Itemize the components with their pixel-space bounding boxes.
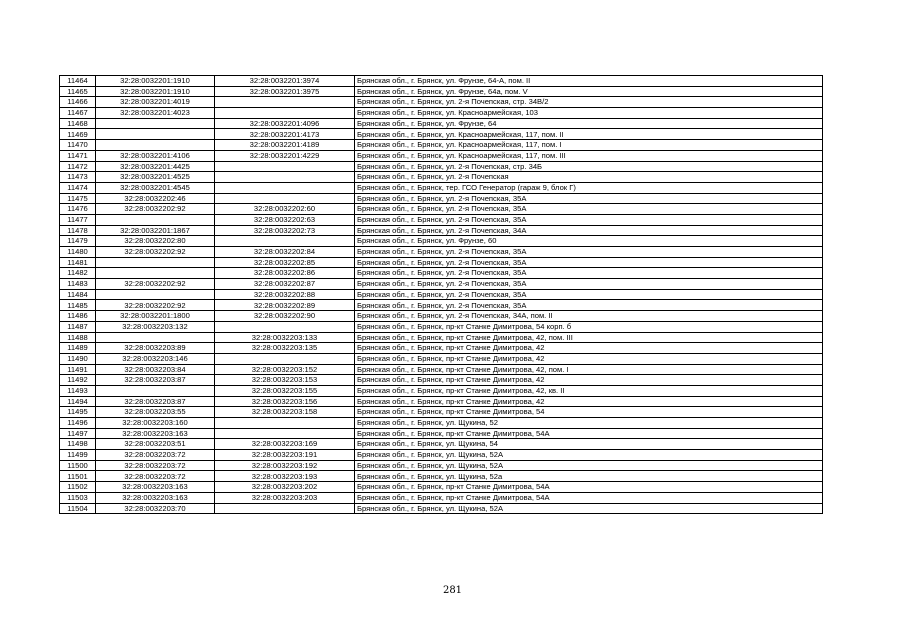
- parent-cadastral-number-cell: 32:28:0032203:72: [96, 471, 215, 482]
- row-number-cell: 11497: [60, 428, 96, 439]
- cadastral-number-cell: 32:28:0032203:135: [215, 343, 355, 354]
- address-cell: Брянская обл., г. Брянск, пр-кт Станке Димитрова, 54А: [355, 428, 823, 439]
- row-number-cell: 11477: [60, 214, 96, 225]
- parent-cadastral-number-cell: 32:28:0032202:80: [96, 236, 215, 247]
- cadastral-number-cell: 32:28:0032202:87: [215, 279, 355, 290]
- table-row: [60, 332, 823, 343]
- parent-cadastral-number-cell: [96, 140, 215, 151]
- parent-cadastral-number-cell: 32:28:0032203:72: [96, 460, 215, 471]
- address-cell: Брянская обл., г. Брянск, ул. Щукина, 52: [355, 418, 823, 429]
- table-row: [60, 321, 823, 332]
- table-row: [60, 375, 823, 386]
- table-row: [60, 225, 823, 236]
- page-number: 281: [442, 585, 463, 596]
- table-row: [60, 214, 823, 225]
- cadastral-number-cell: 32:28:0032203:169: [215, 439, 355, 450]
- address-cell: Брянская обл., г. Брянск, ул. Фрунзе, 64: [355, 118, 823, 129]
- address-cell: Брянская обл., г. Брянск, ул. Фрунзе, 64-А, пом. II: [355, 76, 823, 87]
- row-number-cell: 11464: [60, 76, 96, 87]
- parent-cadastral-number-cell: 32:28:0032203:51: [96, 439, 215, 450]
- row-number-cell: 11474: [60, 182, 96, 193]
- table-row: [60, 161, 823, 172]
- table-body: [60, 76, 823, 514]
- row-number-cell: 11495: [60, 407, 96, 418]
- parent-cadastral-number-cell: 32:28:0032202:92: [96, 279, 215, 290]
- table-row: [60, 353, 823, 364]
- table-row: [60, 460, 823, 471]
- address-cell: Брянская обл., г. Брянск, пр-кт Станке Димитрова, 42, пом. I: [355, 364, 823, 375]
- row-number-cell: 11504: [60, 503, 96, 514]
- table-row: [60, 108, 823, 119]
- table-row: [60, 182, 823, 193]
- table-row: [60, 129, 823, 140]
- row-number-cell: 11479: [60, 236, 96, 247]
- cadastral-number-cell: 32:28:0032202:60: [215, 204, 355, 215]
- parent-cadastral-number-cell: 32:28:0032202:92: [96, 204, 215, 215]
- address-cell: Брянская обл., г. Брянск, ул. 2-я Почепская, 35А: [355, 193, 823, 204]
- parent-cadastral-number-cell: [96, 257, 215, 268]
- parent-cadastral-number-cell: [96, 129, 215, 140]
- row-number-cell: 11500: [60, 460, 96, 471]
- address-cell: Брянская обл., г. Брянск, ул. 2-я Почепская, стр. 34Б: [355, 161, 823, 172]
- cadastral-number-cell: [215, 428, 355, 439]
- address-cell: Брянская обл., г. Брянск, пр-кт Станке Димитрова, 54: [355, 407, 823, 418]
- parent-cadastral-number-cell: 32:28:0032201:1867: [96, 225, 215, 236]
- parent-cadastral-number-cell: 32:28:0032202:46: [96, 193, 215, 204]
- address-cell: Брянская обл., г. Брянск, пр-кт Станке Димитрова, 42: [355, 375, 823, 386]
- cadastral-number-cell: 32:28:0032202:90: [215, 311, 355, 322]
- row-number-cell: 11481: [60, 257, 96, 268]
- cadastral-number-cell: 32:28:0032201:4189: [215, 140, 355, 151]
- row-number-cell: 11491: [60, 364, 96, 375]
- cadastral-number-cell: [215, 193, 355, 204]
- parent-cadastral-number-cell: [96, 214, 215, 225]
- parent-cadastral-number-cell: 32:28:0032201:4525: [96, 172, 215, 183]
- table-row: [60, 311, 823, 322]
- address-cell: Брянская обл., г. Брянск, ул. Фрунзе, 60: [355, 236, 823, 247]
- parent-cadastral-number-cell: 32:28:0032203:163: [96, 428, 215, 439]
- address-cell: Брянская обл., г. Брянск, ул. 2-я Почепская, 35А: [355, 300, 823, 311]
- address-cell: Брянская обл., г. Брянск, тер. ГСО Генератор (гараж 9, блок Г): [355, 182, 823, 193]
- table-row: [60, 503, 823, 514]
- row-number-cell: 11473: [60, 172, 96, 183]
- cadastral-number-cell: 32:28:0032201:4229: [215, 150, 355, 161]
- cadastral-number-cell: 32:28:0032202:85: [215, 257, 355, 268]
- table-row: [60, 86, 823, 97]
- row-number-cell: 11496: [60, 418, 96, 429]
- table-row: [60, 439, 823, 450]
- table-row: [60, 492, 823, 503]
- cadastral-number-cell: 32:28:0032203:155: [215, 385, 355, 396]
- address-cell: Брянская обл., г. Брянск, пр-кт Станке Димитрова, 42: [355, 353, 823, 364]
- parent-cadastral-number-cell: 32:28:0032203:132: [96, 321, 215, 332]
- address-cell: Брянская обл., г. Брянск, ул. Красноармейская, 117, пом. III: [355, 150, 823, 161]
- table-row: [60, 150, 823, 161]
- table-row: [60, 97, 823, 108]
- row-number-cell: 11483: [60, 279, 96, 290]
- parent-cadastral-number-cell: 32:28:0032201:1800: [96, 311, 215, 322]
- cadastral-number-cell: [215, 236, 355, 247]
- row-number-cell: 11470: [60, 140, 96, 151]
- address-cell: Брянская обл., г. Брянск, ул. Щукина, 52А: [355, 460, 823, 471]
- address-cell: Брянская обл., г. Брянск, пр-кт Станке Димитрова, 54А: [355, 482, 823, 493]
- parent-cadastral-number-cell: 32:28:0032202:92: [96, 300, 215, 311]
- cadastral-number-cell: 32:28:0032202:88: [215, 289, 355, 300]
- row-number-cell: 11471: [60, 150, 96, 161]
- parent-cadastral-number-cell: [96, 268, 215, 279]
- cadastral-number-cell: 32:28:0032202:86: [215, 268, 355, 279]
- row-number-cell: 11472: [60, 161, 96, 172]
- cadastral-number-cell: 32:28:0032203:191: [215, 450, 355, 461]
- row-number-cell: 11480: [60, 247, 96, 258]
- parent-cadastral-number-cell: 32:28:0032203:72: [96, 450, 215, 461]
- cadastral-number-cell: [215, 172, 355, 183]
- cadastral-number-cell: [215, 97, 355, 108]
- row-number-cell: 11469: [60, 129, 96, 140]
- address-cell: Брянская обл., г. Брянск, ул. 2-я Почепская, 35А: [355, 204, 823, 215]
- row-number-cell: 11475: [60, 193, 96, 204]
- cadastral-number-cell: 32:28:0032202:84: [215, 247, 355, 258]
- row-number-cell: 11493: [60, 385, 96, 396]
- row-number-cell: 11492: [60, 375, 96, 386]
- parent-cadastral-number-cell: 32:28:0032203:55: [96, 407, 215, 418]
- address-cell: Брянская обл., г. Брянск, ул. Щукина, 52а: [355, 471, 823, 482]
- table-row: [60, 482, 823, 493]
- parent-cadastral-number-cell: 32:28:0032203:163: [96, 492, 215, 503]
- parent-cadastral-number-cell: 32:28:0032203:146: [96, 353, 215, 364]
- parent-cadastral-number-cell: 32:28:0032202:92: [96, 247, 215, 258]
- row-number-cell: 11494: [60, 396, 96, 407]
- cadastral-number-cell: [215, 182, 355, 193]
- parent-cadastral-number-cell: 32:28:0032203:70: [96, 503, 215, 514]
- table-row: [60, 76, 823, 87]
- parent-cadastral-number-cell: 32:28:0032201:4019: [96, 97, 215, 108]
- address-cell: Брянская обл., г. Брянск, пр-кт Станке Димитрова, 42, пом. III: [355, 332, 823, 343]
- row-number-cell: 11482: [60, 268, 96, 279]
- address-cell: Брянская обл., г. Брянск, ул. 2-я Почепская: [355, 172, 823, 183]
- table-row: [60, 385, 823, 396]
- table-row: [60, 140, 823, 151]
- address-cell: Брянская обл., г. Брянск, пр-кт Станке Димитрова, 42, кв. II: [355, 385, 823, 396]
- row-number-cell: 11466: [60, 97, 96, 108]
- table-row: [60, 247, 823, 258]
- cadastral-number-cell: 32:28:0032203:202: [215, 482, 355, 493]
- parent-cadastral-number-cell: 32:28:0032201:4425: [96, 161, 215, 172]
- table-row: [60, 268, 823, 279]
- address-cell: Брянская обл., г. Брянск, ул. 2-я Почепская, 35А: [355, 214, 823, 225]
- table-row: [60, 193, 823, 204]
- address-cell: Брянская обл., г. Брянск, ул. Красноармейская, 117, пом. I: [355, 140, 823, 151]
- cadastral-number-cell: [215, 108, 355, 119]
- row-number-cell: 11489: [60, 343, 96, 354]
- cadastral-number-cell: 32:28:0032203:153: [215, 375, 355, 386]
- row-number-cell: 11490: [60, 353, 96, 364]
- parent-cadastral-number-cell: 32:28:0032201:4545: [96, 182, 215, 193]
- parent-cadastral-number-cell: 32:28:0032203:84: [96, 364, 215, 375]
- cadastral-number-cell: 32:28:0032201:4173: [215, 129, 355, 140]
- table-row: [60, 279, 823, 290]
- row-number-cell: 11498: [60, 439, 96, 450]
- table-row: [60, 289, 823, 300]
- table-row: [60, 172, 823, 183]
- cadastral-number-cell: 32:28:0032203:158: [215, 407, 355, 418]
- cadastral-number-cell: 32:28:0032201:3974: [215, 76, 355, 87]
- parent-cadastral-number-cell: 32:28:0032203:163: [96, 482, 215, 493]
- table-row: [60, 343, 823, 354]
- parent-cadastral-number-cell: [96, 118, 215, 129]
- cadastral-number-cell: 32:28:0032201:3975: [215, 86, 355, 97]
- address-cell: Брянская обл., г. Брянск, пр-кт Станке Димитрова, 54А: [355, 492, 823, 503]
- row-number-cell: 11478: [60, 225, 96, 236]
- address-cell: Брянская обл., г. Брянск, ул. Щукина, 52А: [355, 450, 823, 461]
- table-row: [60, 257, 823, 268]
- table-row: [60, 396, 823, 407]
- cadastral-number-cell: [215, 353, 355, 364]
- address-cell: Брянская обл., г. Брянск, пр-кт Станке Димитрова, 54 корп. б: [355, 321, 823, 332]
- cadastral-number-cell: [215, 418, 355, 429]
- row-number-cell: 11484: [60, 289, 96, 300]
- table-row: [60, 300, 823, 311]
- cadastral-number-cell: 32:28:0032203:193: [215, 471, 355, 482]
- table-row: [60, 471, 823, 482]
- cadastral-number-cell: 32:28:0032203:156: [215, 396, 355, 407]
- table-row: [60, 364, 823, 375]
- table-row: [60, 407, 823, 418]
- address-cell: Брянская обл., г. Брянск, ул. 2-я Почепская, 35А: [355, 289, 823, 300]
- row-number-cell: 11499: [60, 450, 96, 461]
- row-number-cell: 11485: [60, 300, 96, 311]
- parent-cadastral-number-cell: [96, 385, 215, 396]
- cadastral-number-cell: [215, 321, 355, 332]
- cadastral-number-cell: 32:28:0032202:73: [215, 225, 355, 236]
- parent-cadastral-number-cell: [96, 332, 215, 343]
- table-row: [60, 450, 823, 461]
- address-cell: Брянская обл., г. Брянск, ул. 2-я Почепская, 34А: [355, 225, 823, 236]
- parent-cadastral-number-cell: [96, 289, 215, 300]
- address-cell: Брянская обл., г. Брянск, ул. Красноармейская, 103: [355, 108, 823, 119]
- cadastral-number-cell: [215, 503, 355, 514]
- cadastral-number-cell: 32:28:0032203:133: [215, 332, 355, 343]
- table-row: [60, 236, 823, 247]
- address-cell: Брянская обл., г. Брянск, пр-кт Станке Димитрова, 42: [355, 396, 823, 407]
- address-cell: Брянская обл., г. Брянск, пр-кт Станке Димитрова, 42: [355, 343, 823, 354]
- row-number-cell: 11476: [60, 204, 96, 215]
- property-table: [59, 75, 823, 514]
- cadastral-number-cell: 32:28:0032203:203: [215, 492, 355, 503]
- cadastral-number-cell: 32:28:0032203:152: [215, 364, 355, 375]
- cadastral-number-cell: [215, 161, 355, 172]
- table-row: [60, 118, 823, 129]
- address-cell: Брянская обл., г. Брянск, ул. 2-я Почепская, стр. 34В/2: [355, 97, 823, 108]
- parent-cadastral-number-cell: 32:28:0032201:4023: [96, 108, 215, 119]
- cadastral-number-cell: 32:28:0032201:4096: [215, 118, 355, 129]
- table-row: [60, 418, 823, 429]
- address-cell: Брянская обл., г. Брянск, ул. Красноармейская, 117, пом. II: [355, 129, 823, 140]
- row-number-cell: 11467: [60, 108, 96, 119]
- cadastral-number-cell: 32:28:0032202:63: [215, 214, 355, 225]
- parent-cadastral-number-cell: 32:28:0032203:87: [96, 396, 215, 407]
- parent-cadastral-number-cell: 32:28:0032203:87: [96, 375, 215, 386]
- parent-cadastral-number-cell: 32:28:0032201:1910: [96, 86, 215, 97]
- address-cell: Брянская обл., г. Брянск, ул. 2-я Почепская, 35А: [355, 247, 823, 258]
- row-number-cell: 11503: [60, 492, 96, 503]
- address-cell: Брянская обл., г. Брянск, ул. Щукина, 52А: [355, 503, 823, 514]
- parent-cadastral-number-cell: 32:28:0032201:1910: [96, 76, 215, 87]
- parent-cadastral-number-cell: 32:28:0032201:4106: [96, 150, 215, 161]
- address-cell: Брянская обл., г. Брянск, ул. 2-я Почепская, 35А: [355, 257, 823, 268]
- row-number-cell: 11487: [60, 321, 96, 332]
- row-number-cell: 11501: [60, 471, 96, 482]
- row-number-cell: 11488: [60, 332, 96, 343]
- address-cell: Брянская обл., г. Брянск, ул. 2-я Почепская, 35А: [355, 268, 823, 279]
- address-cell: Брянская обл., г. Брянск, ул. 2-я Почепская, 34А, пом. II: [355, 311, 823, 322]
- cadastral-number-cell: 32:28:0032202:89: [215, 300, 355, 311]
- parent-cadastral-number-cell: 32:28:0032203:89: [96, 343, 215, 354]
- row-number-cell: 11502: [60, 482, 96, 493]
- row-number-cell: 11486: [60, 311, 96, 322]
- parent-cadastral-number-cell: 32:28:0032203:160: [96, 418, 215, 429]
- row-number-cell: 11468: [60, 118, 96, 129]
- address-cell: Брянская обл., г. Брянск, ул. Фрунзе, 64а, пом. V: [355, 86, 823, 97]
- table-row: [60, 428, 823, 439]
- address-cell: Брянская обл., г. Брянск, ул. Щукина, 54: [355, 439, 823, 450]
- row-number-cell: 11465: [60, 86, 96, 97]
- cadastral-number-cell: 32:28:0032203:192: [215, 460, 355, 471]
- address-cell: Брянская обл., г. Брянск, ул. 2-я Почепская, 35А: [355, 279, 823, 290]
- table-row: [60, 204, 823, 215]
